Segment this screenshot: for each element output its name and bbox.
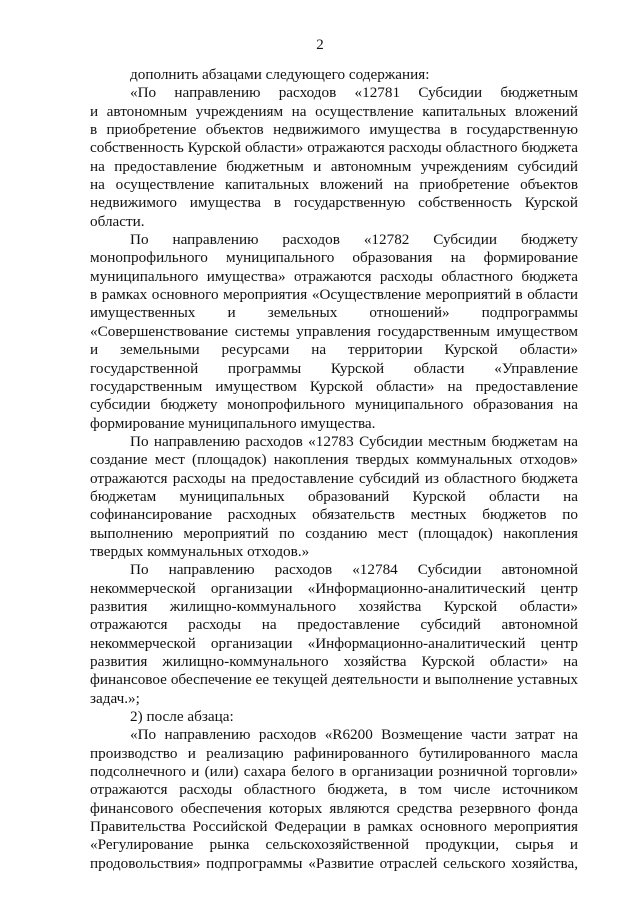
- text-line: софинансирование расходных обязательств местных бюджетов по: [90, 506, 578, 524]
- text-line: субсидии бюджету монопрофильного муниципального образования на: [90, 396, 578, 414]
- text-line: твердых коммунальных отходов.»: [90, 542, 310, 560]
- text-line: подсолнечного и (или) сахара белого в организации розничной торговли»: [90, 763, 578, 781]
- text-line: По направлению расходов «12782 Субсидии бюджету: [130, 231, 578, 249]
- text-line: формирование муниципального имущества.: [90, 414, 376, 432]
- text-line: производство и реализацию рафинированного бутилированного масла: [90, 744, 578, 762]
- text-line: «Совершенствование системы управления государственным имуществом: [90, 322, 578, 340]
- text-line: отражаются расходы на предоставление субсидий из областного бюджета: [90, 469, 578, 487]
- text-line: имущественных и земельных отношений» подпрограммы: [90, 304, 578, 322]
- text-line: 2) после абзаца:: [130, 708, 234, 726]
- text-line: отражаются расходы областного бюджета, в том числе источником: [90, 781, 578, 799]
- text-line: бюджетам муниципальных образований Курской области на: [90, 487, 578, 505]
- text-line: области.: [90, 212, 145, 230]
- text-line: некоммерческой организации «Информационно-аналитический центр: [90, 579, 578, 597]
- text-line: финансовое обеспечение ее текущей деятельности и выполнение уставных: [90, 671, 578, 689]
- text-line: недвижимого имущества в государственную собственность Курской: [90, 194, 578, 212]
- text-line: «По направлению расходов «12781 Субсидии бюджетным: [130, 84, 578, 102]
- text-line: «По направлению расходов «R6200 Возмещение части затрат на: [130, 726, 578, 744]
- text-line: в приобретение объектов недвижимого имущества в государственную: [90, 121, 578, 139]
- text-line: и автономным учреждениям на осуществление капитальных вложений: [90, 102, 578, 120]
- text-line: государственным имуществом Курской области» на предоставление: [90, 377, 578, 395]
- text-line: и земельными ресурсами на территории Курской области»: [90, 341, 578, 359]
- text-line: задач.»;: [90, 689, 140, 707]
- text-line: развития жилищно-коммунального хозяйства Курской области»: [90, 597, 578, 615]
- text-line: собственность Курской области» отражаются расходы областного бюджета: [90, 139, 578, 157]
- text-line: По направлению расходов «12784 Субсидии автономной: [130, 561, 578, 579]
- text-line: дополнить абзацами следующего содержания:: [130, 66, 430, 83]
- text-line: Правительства Российской Федерации в рамках основного мероприятия: [90, 818, 578, 836]
- page-number: 2: [316, 37, 324, 53]
- text-line: на предоставление бюджетным и автономным учреждениям субсидий: [90, 157, 578, 175]
- text-line: финансового обеспечения которых являются средства резервного фонда: [90, 799, 578, 817]
- text-line: По направлению расходов «12783 Субсидии местным бюджетам на: [130, 432, 578, 450]
- text-line: отражаются расходы на предоставление субсидий автономной: [90, 616, 578, 634]
- text-line: муниципального имущества» отражаются расходы областного бюджета: [90, 267, 578, 285]
- text-line: государственной программы Курской области «Управление: [90, 359, 578, 377]
- text-line: продовольствия» подпрограммы «Развитие отраслей сельского хозяйства,: [90, 854, 578, 872]
- text-line: «Регулирование рынка сельскохозяйственной продукции, сырья и: [90, 836, 578, 854]
- text-line: создание мест (площадок) накопления твердых коммунальных отходов»: [90, 451, 578, 469]
- text-line: монопрофильного муниципального образования на формирование: [90, 249, 578, 267]
- text-line: развития жилищно-коммунального хозяйства Курской области» на: [90, 653, 578, 670]
- text-line: в рамках основного мероприятия «Осуществление мероприятий в области: [90, 286, 578, 304]
- text-line: выполнению мероприятий по созданию мест (площадок) накопления: [90, 524, 578, 542]
- text-line: на осуществление капитальных вложений на приобретение объектов: [90, 176, 578, 194]
- text-line: некоммерческой организации «Информационно-аналитический центр: [90, 634, 578, 652]
- document-body: [90, 66, 578, 873]
